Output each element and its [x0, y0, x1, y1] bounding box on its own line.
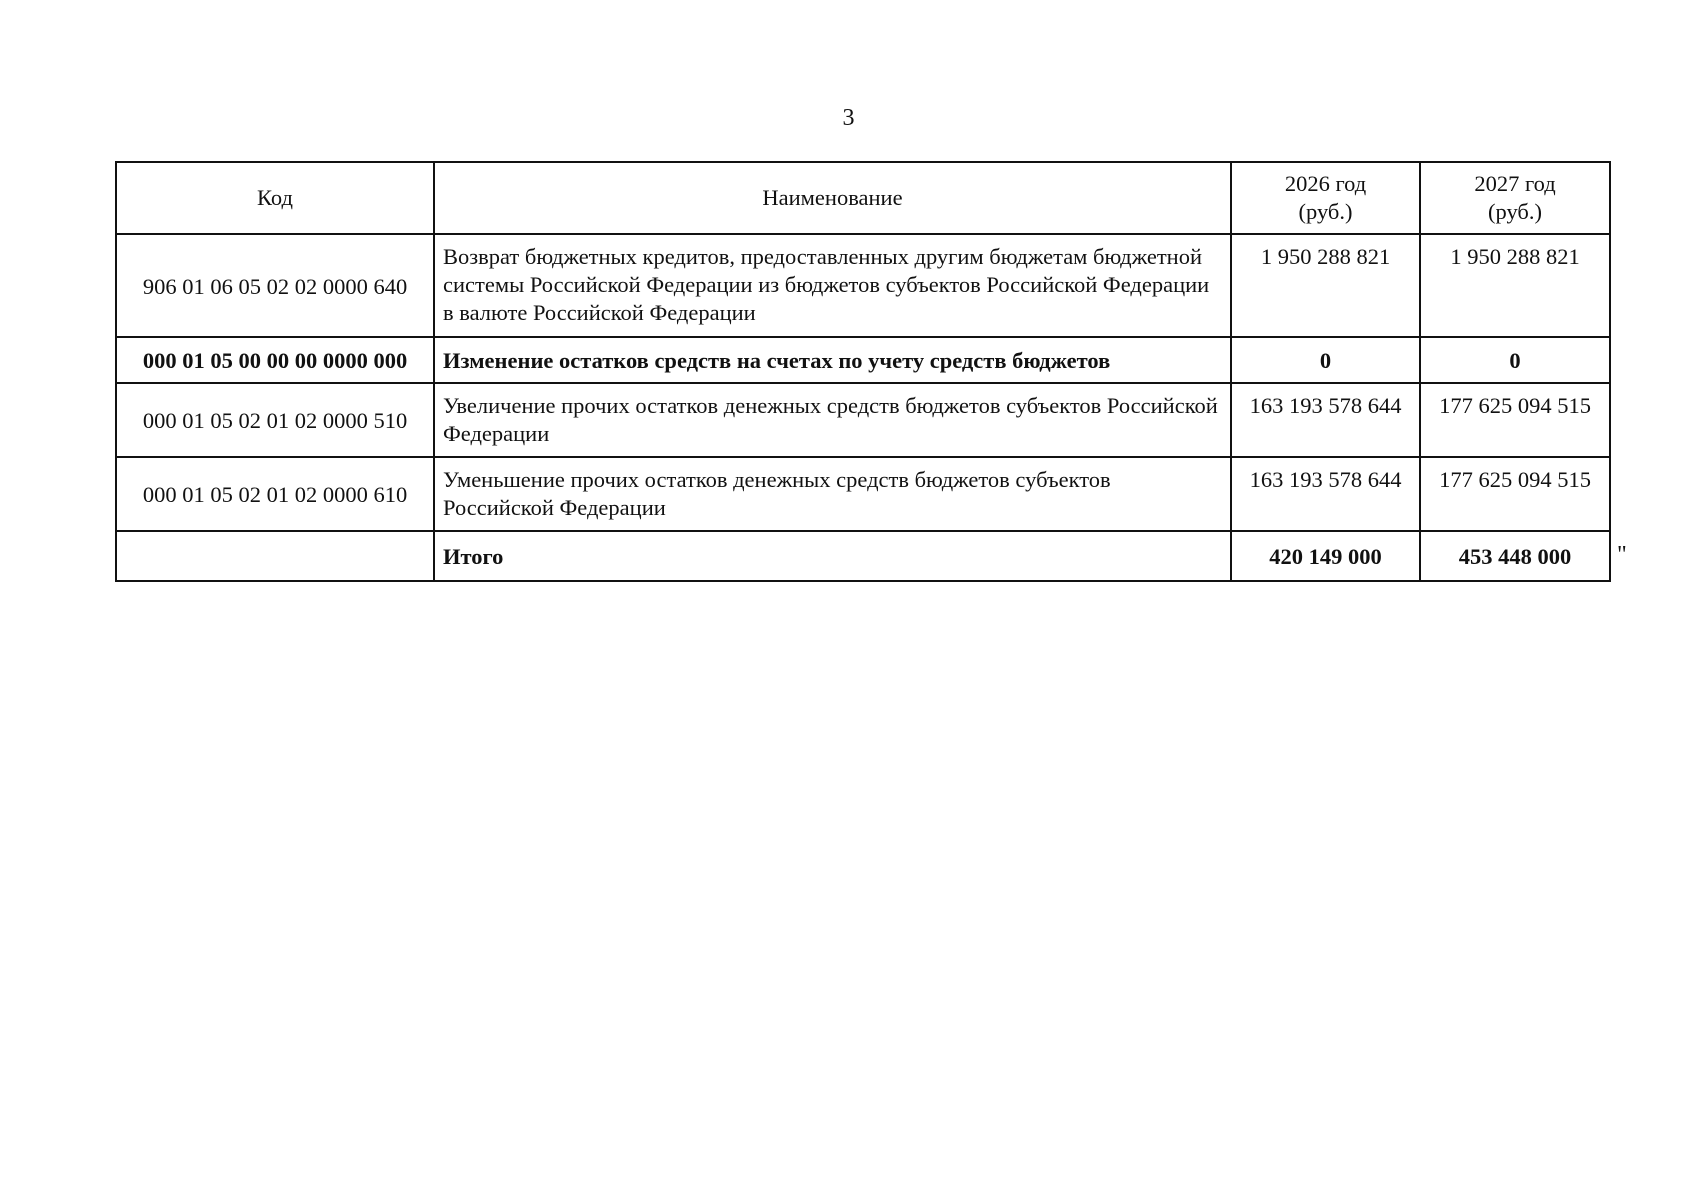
row-amount-2027: 177 625 094 515 — [1420, 383, 1610, 457]
row-amount-2026: 163 193 578 644 — [1231, 383, 1420, 457]
table-row — [116, 457, 1610, 531]
row-code: 000 01 05 02 01 02 0000 610 — [116, 457, 434, 531]
page-number: 3 — [842, 105, 855, 131]
row-name: Уменьшение прочих остатков денежных средств бюджетов субъектов Российской Федерации — [434, 457, 1231, 531]
budget-sources-table — [115, 161, 1611, 582]
header-name: Наименование — [434, 162, 1231, 234]
table-row — [116, 383, 1610, 457]
row-name: Возврат бюджетных кредитов, предоставленных другим бюджетам бюджетной системы Российской Федерации из бюджетов субъектов Российской Федерации в валюте Российской Федерации — [434, 234, 1231, 337]
row-name: Изменение остатков средств на счетах по учету средств бюджетов — [434, 337, 1231, 383]
header-2027 — [1420, 162, 1610, 234]
table-header-row — [116, 162, 1610, 234]
row-amount-2026: 0 — [1231, 337, 1420, 383]
total-amount-2026: 420 149 000 — [1231, 531, 1420, 581]
row-name: Увеличение прочих остатков денежных средств бюджетов субъектов Российской Федерации — [434, 383, 1231, 457]
row-code: 000 01 05 00 00 00 0000 000 — [116, 337, 434, 383]
total-code — [116, 531, 434, 581]
table-row — [116, 337, 1610, 383]
header-2027-unit: (руб.) — [1488, 199, 1542, 224]
total-amount-2027: 453 448 000 — [1420, 531, 1610, 581]
row-amount-2027: 177 625 094 515 — [1420, 457, 1610, 531]
header-2027-year: 2027 год — [1474, 171, 1556, 196]
total-row — [116, 531, 1610, 581]
header-2026 — [1231, 162, 1420, 234]
row-amount-2027: 1 950 288 821 — [1420, 234, 1610, 337]
row-code: 000 01 05 02 01 02 0000 510 — [116, 383, 434, 457]
row-code: 906 01 06 05 02 02 0000 640 — [116, 234, 434, 337]
row-amount-2026: 1 950 288 821 — [1231, 234, 1420, 337]
closing-quote: " — [1617, 542, 1627, 568]
table-row — [116, 234, 1610, 337]
row-amount-2026: 163 193 578 644 — [1231, 457, 1420, 531]
header-2026-unit: (руб.) — [1298, 199, 1353, 224]
row-amount-2027: 0 — [1420, 337, 1610, 383]
total-label: Итого — [434, 531, 1231, 581]
header-2026-year: 2026 год — [1284, 171, 1367, 196]
header-code: Код — [116, 162, 434, 234]
